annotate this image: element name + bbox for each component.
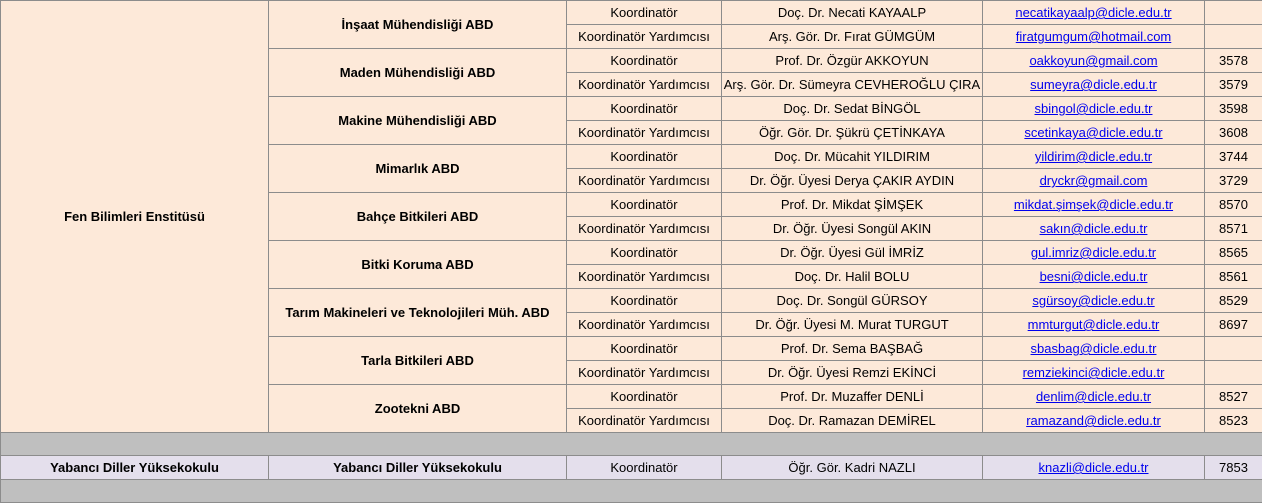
department-cell: Tarla Bitkileri ABD: [269, 337, 567, 385]
email-cell: [983, 385, 1205, 409]
role-cell: Koordinatör Yardımcısı: [567, 313, 722, 337]
role-cell: Koordinatör Yardımcısı: [567, 409, 722, 433]
email-cell: [983, 241, 1205, 265]
role-cell: Koordinatör: [567, 241, 722, 265]
email-link[interactable]: knazli@dicle.edu.tr: [1038, 460, 1148, 475]
email-link[interactable]: gul.imriz@dicle.edu.tr: [1031, 245, 1156, 260]
extension-cell: 8697: [1205, 313, 1262, 337]
department-cell: Zootekni ABD: [269, 385, 567, 433]
email-cell: [983, 193, 1205, 217]
email-cell: [983, 169, 1205, 193]
role-cell: Koordinatör: [567, 145, 722, 169]
table-row: [1, 1, 1262, 25]
person-cell: Arş. Gör. Dr. Sümeyra CEVHEROĞLU ÇIRA: [722, 73, 983, 97]
email-link[interactable]: sbasbag@dicle.edu.tr: [1031, 341, 1157, 356]
extension-cell: [1205, 337, 1262, 361]
extension-cell: 3598: [1205, 97, 1262, 121]
role-cell: Koordinatör Yardımcısı: [567, 169, 722, 193]
role-cell: Koordinatör Yardımcısı: [567, 121, 722, 145]
person-cell: Doç. Dr. Mücahit YILDIRIM: [722, 145, 983, 169]
separator-cell: [1, 480, 1262, 503]
person-cell: Doç. Dr. Necati KAYAALP: [722, 1, 983, 25]
extension-cell: [1205, 361, 1262, 385]
extension-cell: 8561: [1205, 265, 1262, 289]
email-cell: [983, 121, 1205, 145]
department-cell: Tarım Makineleri ve Teknolojileri Müh. ABD: [269, 289, 567, 337]
extension-cell: 8529: [1205, 289, 1262, 313]
extension-cell: 8565: [1205, 241, 1262, 265]
extension-cell: 8527: [1205, 385, 1262, 409]
email-cell: [983, 337, 1205, 361]
email-cell: [983, 313, 1205, 337]
role-cell: Koordinatör Yardımcısı: [567, 265, 722, 289]
person-cell: Prof. Dr. Mikdat ŞİMŞEK: [722, 193, 983, 217]
role-cell: Koordinatör: [567, 193, 722, 217]
person-cell: Dr. Öğr. Üyesi M. Murat TURGUT: [722, 313, 983, 337]
person-cell: Prof. Dr. Muzaffer DENLİ: [722, 385, 983, 409]
person-cell: Doç. Dr. Halil BOLU: [722, 265, 983, 289]
email-link[interactable]: necatikayaalp@dicle.edu.tr: [1015, 5, 1171, 20]
email-link[interactable]: mikdat.şimşek@dicle.edu.tr: [1014, 197, 1173, 212]
person-cell: Prof. Dr. Özgür AKKOYUN: [722, 49, 983, 73]
email-cell: [983, 73, 1205, 97]
separator-row: [1, 433, 1262, 456]
email-link[interactable]: firatgumgum@hotmail.com: [1016, 29, 1172, 44]
email-link[interactable]: besni@dicle.edu.tr: [1040, 269, 1148, 284]
extension-cell: 3579: [1205, 73, 1262, 97]
email-link[interactable]: sumeyra@dicle.edu.tr: [1030, 77, 1157, 92]
person-cell: Doç. Dr. Songül GÜRSOY: [722, 289, 983, 313]
role-cell: Koordinatör: [567, 49, 722, 73]
email-link[interactable]: denlim@dicle.edu.tr: [1036, 389, 1151, 404]
institute-cell: Fen Bilimleri Enstitüsü: [1, 1, 269, 433]
extension-cell: 3729: [1205, 169, 1262, 193]
role-cell: Koordinatör Yardımcısı: [567, 217, 722, 241]
person-cell: Dr. Öğr. Üyesi Remzi EKİNCİ: [722, 361, 983, 385]
email-cell: [983, 97, 1205, 121]
institute-cell: Yabancı Diller Yüksekokulu: [1, 456, 269, 480]
role-cell: Koordinatör: [567, 337, 722, 361]
extension-cell: 8571: [1205, 217, 1262, 241]
extension-cell: 8523: [1205, 409, 1262, 433]
extension-cell: [1205, 25, 1262, 49]
email-cell: [983, 289, 1205, 313]
role-cell: Koordinatör: [567, 289, 722, 313]
email-link[interactable]: sbingol@dicle.edu.tr: [1035, 101, 1153, 116]
table-row: [1, 456, 1262, 480]
extension-cell: 7853: [1205, 456, 1262, 480]
extension-cell: 3744: [1205, 145, 1262, 169]
email-link[interactable]: sakın@dicle.edu.tr: [1040, 221, 1148, 236]
extension-cell: 3608: [1205, 121, 1262, 145]
email-link[interactable]: dryckr@gmail.com: [1040, 173, 1148, 188]
extension-cell: 8570: [1205, 193, 1262, 217]
email-cell: [983, 265, 1205, 289]
email-cell: [983, 217, 1205, 241]
role-cell: Koordinatör: [567, 1, 722, 25]
person-cell: Doç. Dr. Ramazan DEMİREL: [722, 409, 983, 433]
person-cell: Öğr. Gör. Kadri NAZLI: [722, 456, 983, 480]
person-cell: Öğr. Gör. Dr. Şükrü ÇETİNKAYA: [722, 121, 983, 145]
email-link[interactable]: ramazand@dicle.edu.tr: [1026, 413, 1161, 428]
role-cell: Koordinatör: [567, 97, 722, 121]
extension-cell: 3578: [1205, 49, 1262, 73]
fen-section: [1, 1, 1262, 433]
department-cell: Makine Mühendisliği ABD: [269, 97, 567, 145]
email-cell: [983, 49, 1205, 73]
person-cell: Dr. Öğr. Üyesi Songül AKIN: [722, 217, 983, 241]
department-cell: Yabancı Diller Yüksekokulu: [269, 456, 567, 480]
person-cell: Dr. Öğr. Üyesi Derya ÇAKIR AYDIN: [722, 169, 983, 193]
email-link[interactable]: yildirim@dicle.edu.tr: [1035, 149, 1152, 164]
email-cell: [983, 1, 1205, 25]
email-link[interactable]: mmturgut@dicle.edu.tr: [1028, 317, 1160, 332]
department-cell: İnşaat Mühendisliği ABD: [269, 1, 567, 49]
person-cell: Prof. Dr. Sema BAŞBAĞ: [722, 337, 983, 361]
department-cell: Mimarlık ABD: [269, 145, 567, 193]
person-cell: Doç. Dr. Sedat BİNGÖL: [722, 97, 983, 121]
role-cell: Koordinatör Yardımcısı: [567, 73, 722, 97]
email-cell: [983, 409, 1205, 433]
email-cell: [983, 145, 1205, 169]
email-link[interactable]: oakkoyun@gmail.com: [1029, 53, 1157, 68]
department-cell: Bahçe Bitkileri ABD: [269, 193, 567, 241]
department-cell: Bitki Koruma ABD: [269, 241, 567, 289]
email-cell: [983, 361, 1205, 385]
email-link[interactable]: remziekinci@dicle.edu.tr: [1023, 365, 1165, 380]
role-cell: Koordinatör: [567, 456, 722, 480]
department-cell: Maden Mühendisliği ABD: [269, 49, 567, 97]
person-cell: Arş. Gör. Dr. Fırat GÜMGÜM: [722, 25, 983, 49]
email-cell: [983, 456, 1205, 480]
role-cell: Koordinatör: [567, 385, 722, 409]
person-cell: Dr. Öğr. Üyesi Gül İMRİZ: [722, 241, 983, 265]
email-link[interactable]: sgürsoy@dicle.edu.tr: [1032, 293, 1154, 308]
role-cell: Koordinatör Yardımcısı: [567, 25, 722, 49]
email-cell: [983, 25, 1205, 49]
extension-cell: [1205, 1, 1262, 25]
role-cell: Koordinatör Yardımcısı: [567, 361, 722, 385]
separator-row: [1, 480, 1262, 503]
email-link[interactable]: scetinkaya@dicle.edu.tr: [1024, 125, 1162, 140]
separator-cell: [1, 433, 1262, 456]
